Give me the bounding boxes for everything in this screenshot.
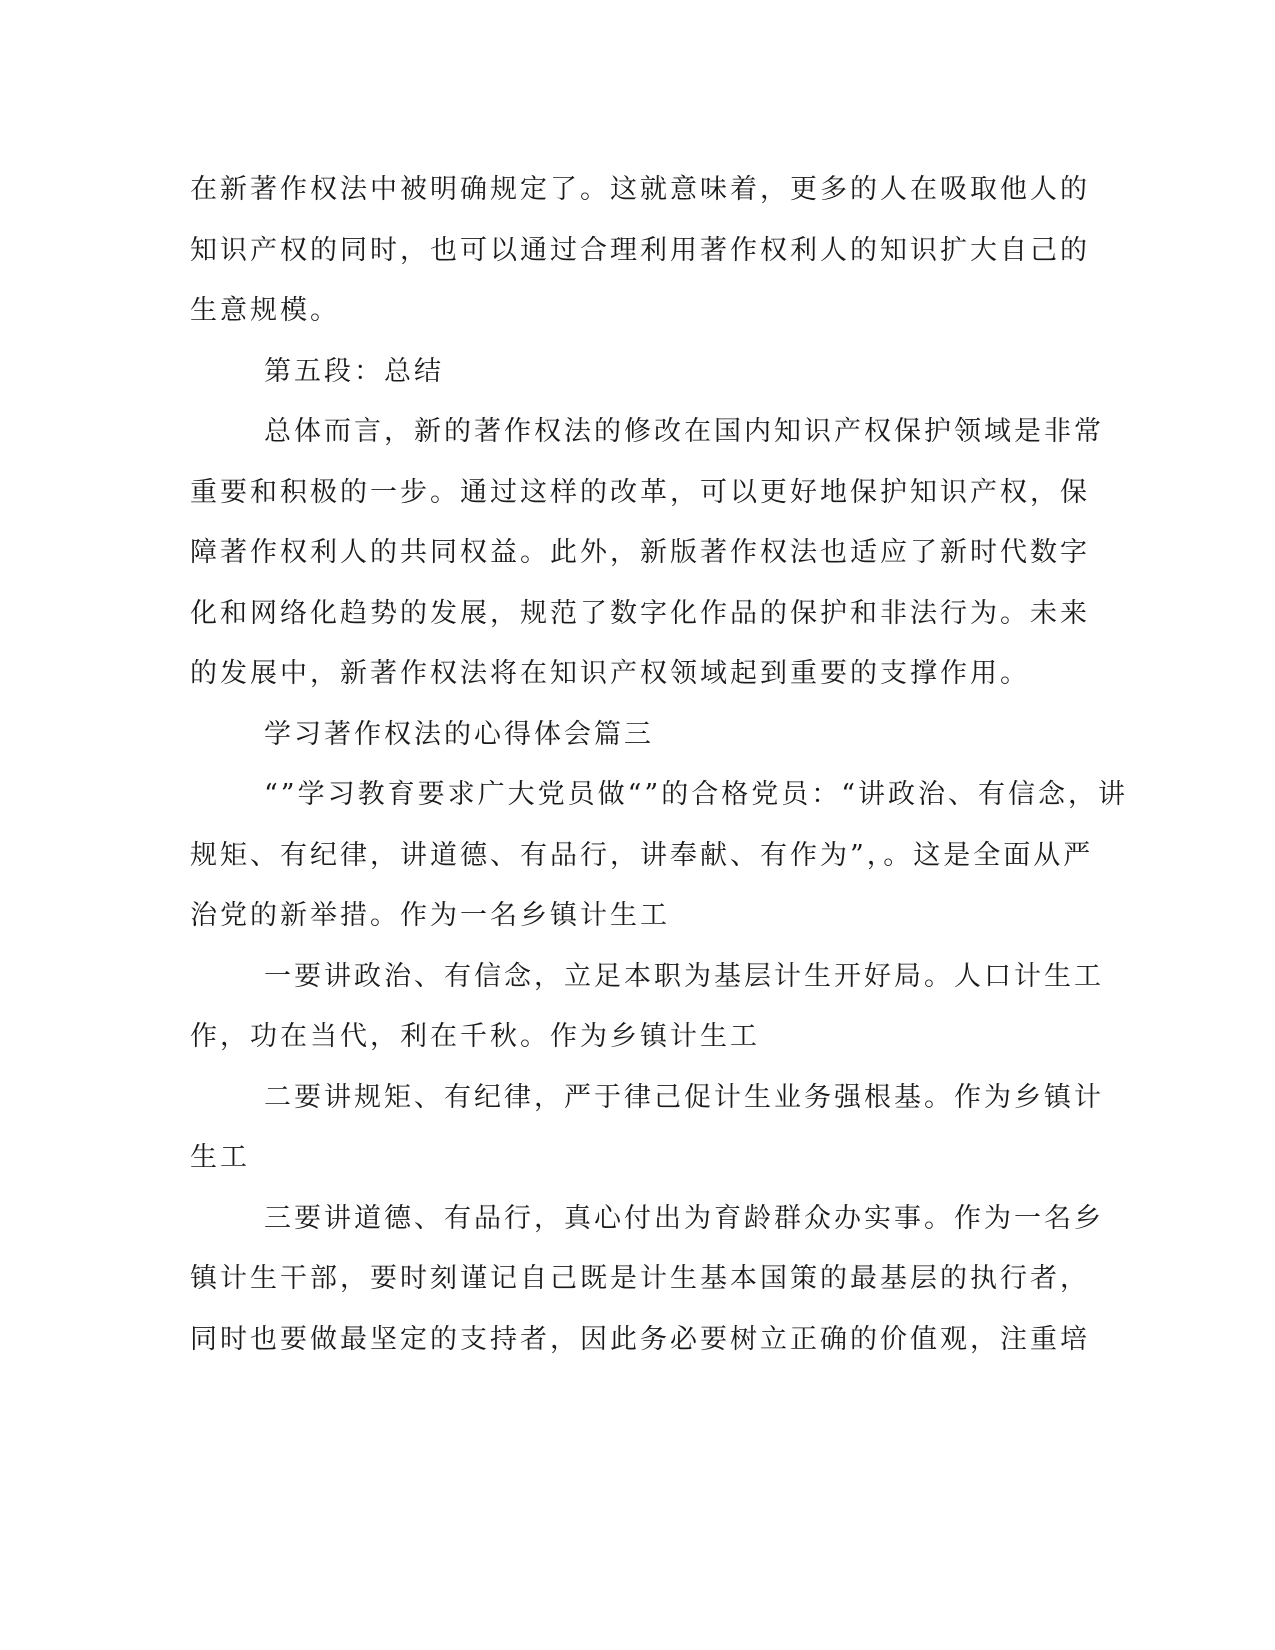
text-line: 学习著作权法的心得体会篇三 [264,718,654,750]
text-line: 一要讲政治、有信念，立足本职为基层计生开好局。人口计生工 [264,960,1104,992]
text-line: 生意规模。 [190,295,340,326]
text-line: 的发展中，新著作权法将在知识产权领域起到重要的支撑作用。 [190,658,1030,689]
text-line: 总体而言，新的著作权法的修改在国内知识产权保护领域是非常 [264,416,1104,447]
text-line: 化和网络化趋势的发展，规范了数字化作品的保护和非法行为。未来 [190,597,1090,629]
text-line: 规矩、有纪律，讲道德、有品行，讲奉献、有作为”，。这是全面从严 [190,839,1094,871]
text-line: 在新著作权法中被明确规定了。这就意味着，更多的人在吸取他人的 [190,174,1090,205]
text-line: 作，功在当代，利在千秋。作为乡镇计生工 [190,1021,760,1052]
text-line: 障著作权利人的共同权益。此外，新版著作权法也适应了新时代数字 [190,537,1090,568]
text-line: 生工 [190,1142,250,1173]
document-body [190,160,1129,1370]
text-line: 知识产权的同时，也可以通过合理利用著作权利人的知识扩大自己的 [190,234,1090,266]
text-line: 三要讲道德、有品行，真心付出为育龄群众办实事。作为一名乡 [264,1202,1104,1234]
text-line: “”学习教育要求广大党员做“”的合格党员：“讲政治、有信念，讲 [264,779,1129,810]
text-line: 二要讲规矩、有纪律，严于律己促计生业务强根基。作为乡镇计 [264,1081,1104,1113]
text-line: 镇计生干部，要时刻谨记自己既是计生基本国策的最基层的执行者， [190,1263,1090,1294]
text-line: 第五段：总结 [264,355,444,387]
text-line: 同时也要做最坚定的支持者，因此务必要树立正确的价值观，注重培 [190,1323,1090,1355]
text-line: 治党的新举措。作为一名乡镇计生工 [190,900,670,931]
text-line: 重要和积极的一步。通过这样的改革，可以更好地保护知识产权，保 [190,476,1090,508]
